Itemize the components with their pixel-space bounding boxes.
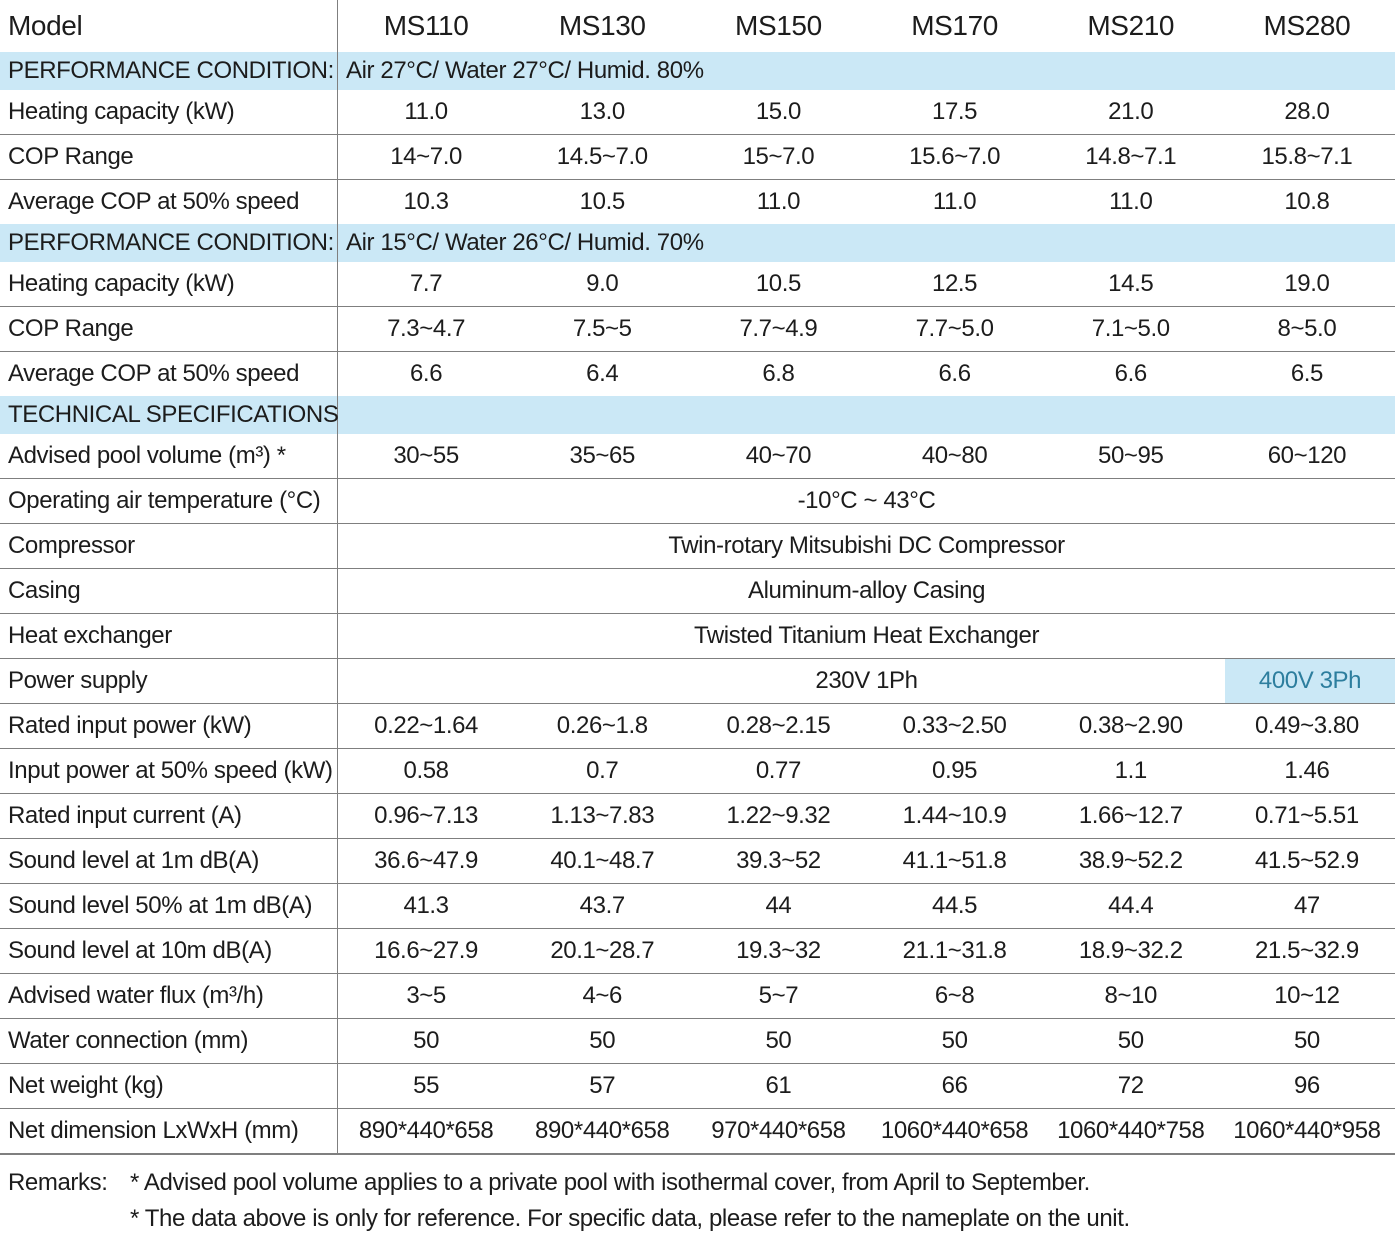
cell-value: 1.1 <box>1114 757 1147 784</box>
row-label: Heat exchanger <box>0 614 338 658</box>
cell-value: 47 <box>1293 892 1320 919</box>
cell-value: 14~7.0 <box>390 143 462 170</box>
cell-value: 40.1~48.7 <box>550 847 655 874</box>
power-supply-3ph-value: 400V 3Ph <box>1225 659 1395 703</box>
cell-value: 890*440*658 <box>535 1117 670 1144</box>
cell-value: 96 <box>1293 1072 1320 1099</box>
cell-value: 0.49~3.80 <box>1254 712 1359 739</box>
row-label: Sound level at 1m dB(A) <box>0 839 338 883</box>
cell-value: 11.0 <box>404 98 448 125</box>
row-label: Rated input current (A) <box>0 794 338 838</box>
table-row <box>0 973 1395 1018</box>
cell-value: 6~8 <box>934 982 975 1009</box>
model-column-header: MS130 <box>558 10 646 41</box>
cell-value: 0.71~5.51 <box>1254 802 1359 829</box>
power-supply-main-value: 230V 1Ph <box>815 667 918 694</box>
cell-value: 14.5~7.0 <box>556 143 648 170</box>
cell-value: 6.4 <box>586 360 619 387</box>
row-label: Advised pool volume (m³) * <box>0 434 338 478</box>
row-label: Operating air temperature (°C) <box>0 479 338 523</box>
cell-value: 10~12 <box>1274 982 1340 1009</box>
remarks-label: Remarks: <box>8 1169 108 1196</box>
table-row <box>0 262 1395 306</box>
cell-value: 1060*440*958 <box>1233 1117 1381 1144</box>
cell-value: 66 <box>941 1072 968 1099</box>
cell-value: 15~7.0 <box>742 143 815 170</box>
table-row <box>0 1063 1395 1108</box>
cell-value: 16.6~27.9 <box>374 937 478 964</box>
table-row <box>0 793 1395 838</box>
cell-value: 1060*440*658 <box>880 1117 1029 1144</box>
remarks <box>0 1155 1395 1233</box>
cell-value: 21.5~32.9 <box>1254 937 1359 964</box>
cell-value: 17.5 <box>932 98 978 125</box>
remarks-lines <box>130 1169 1130 1233</box>
power-supply-cells <box>338 659 1395 703</box>
cell-value: 890*440*658 <box>358 1117 494 1144</box>
row-label: Input power at 50% speed (kW) <box>0 749 338 793</box>
cell-value: 21.1~31.8 <box>902 937 1007 964</box>
cell-value: 6.6 <box>938 360 971 387</box>
table-row <box>0 351 1395 396</box>
cell-value: 50~95 <box>1098 442 1164 469</box>
cell-value: 1.46 <box>1284 757 1330 784</box>
table-row <box>0 434 1395 478</box>
row-label: COP Range <box>0 135 338 179</box>
cell-value: 12.5 <box>932 270 978 297</box>
cell-value: 0.96~7.13 <box>374 802 478 829</box>
cell-value: 0.22~1.64 <box>374 712 478 739</box>
cell-value: 0.95 <box>932 757 978 784</box>
row-label: PERFORMANCE CONDITION: <box>0 52 338 90</box>
model-column-header: MS110 <box>383 10 469 41</box>
cell-value: 30~55 <box>393 442 459 469</box>
row-label: Average COP at 50% speed <box>0 180 338 224</box>
cell-value: 40~70 <box>745 442 812 469</box>
table-row <box>0 478 1395 523</box>
table-row <box>0 0 1395 52</box>
cell-value: 6.8 <box>762 360 795 387</box>
row-label: Average COP at 50% speed <box>0 352 338 396</box>
table-row <box>0 928 1395 973</box>
cell-value: 0.38~2.90 <box>1078 712 1183 739</box>
cell-value: 0.77 <box>755 757 801 784</box>
table-row <box>0 90 1395 134</box>
row-label: Model <box>0 0 338 52</box>
section-band-row <box>0 396 1395 434</box>
cell-value: 36.6~47.9 <box>374 847 478 874</box>
row-label: Rated input power (kW) <box>0 704 338 748</box>
cell-value: 43.7 <box>579 892 625 919</box>
cell-value: 10.5 <box>755 270 801 297</box>
cell-value: 1.44~10.9 <box>902 802 1007 829</box>
model-column-header: MS280 <box>1263 10 1351 41</box>
cell-value: 0.33~2.50 <box>902 712 1007 739</box>
cell-value: 1.22~9.32 <box>726 802 831 829</box>
row-label: Heating capacity (kW) <box>0 90 338 134</box>
row-label: Net dimension LxWxH (mm) <box>0 1109 338 1153</box>
table-row <box>0 134 1395 179</box>
cell-value: 0.7 <box>586 757 619 784</box>
cell-value: 50 <box>1117 1027 1144 1054</box>
table-row <box>0 838 1395 883</box>
cell-value: 11.0 <box>756 188 801 215</box>
cell-value: 50 <box>1293 1027 1320 1054</box>
cell-value: 50 <box>413 1027 440 1054</box>
row-label: Sound level 50% at 1m dB(A) <box>0 884 338 928</box>
cell-value: 11.0 <box>932 188 977 215</box>
cell-value: 15.8~7.1 <box>1261 143 1353 170</box>
remark-line: * Advised pool volume applies to a private pool with isothermal cover, from April to September. <box>130 1169 1090 1196</box>
cell-value: 14.5 <box>1108 270 1154 297</box>
spanned-cell-value: Twisted Titanium Heat Exchanger <box>693 622 1040 649</box>
cell-value: 44 <box>765 892 792 919</box>
cell-value: 0.58 <box>403 757 449 784</box>
table-row <box>0 179 1395 224</box>
cell-value: 44.5 <box>932 892 978 919</box>
cell-value: 9.0 <box>586 270 619 297</box>
row-label: Net weight (kg) <box>0 1064 338 1108</box>
remark-line: * The data above is only for reference. For specific data, please refer to the nameplate on the unit. <box>130 1205 1130 1232</box>
row-label: Compressor <box>0 524 338 568</box>
cell-value: 10.8 <box>1284 188 1330 215</box>
table-row <box>0 703 1395 748</box>
cell-value: 15.0 <box>755 98 801 125</box>
table-row <box>0 613 1395 658</box>
section-band-row <box>0 52 1395 90</box>
cell-value: 60~120 <box>1267 442 1347 469</box>
table-row <box>0 658 1395 703</box>
table-row <box>0 1108 1395 1153</box>
cell-value: 19.3~32 <box>736 937 821 964</box>
cell-value: 19.0 <box>1284 270 1330 297</box>
row-label: TECHNICAL SPECIFICATIONS <box>0 396 338 434</box>
cell-value: 1.13~7.83 <box>550 802 655 829</box>
cell-value: 28.0 <box>1284 98 1330 125</box>
section-band-row <box>0 224 1395 262</box>
cell-value: 50 <box>589 1027 616 1054</box>
table-row <box>0 568 1395 613</box>
cell-value: 4~6 <box>582 982 622 1009</box>
model-column-header: MS170 <box>911 10 998 41</box>
row-label: PERFORMANCE CONDITION: <box>0 224 338 262</box>
cell-value: 41.1~51.8 <box>902 847 1007 874</box>
cell-value: 57 <box>589 1072 616 1099</box>
cell-value: 50 <box>765 1027 792 1054</box>
cell-value: 41.3 <box>403 892 449 919</box>
model-column-header: MS210 <box>1087 10 1175 41</box>
cell-value: 7.1~5.0 <box>1091 315 1170 342</box>
cell-value: 970*440*658 <box>711 1117 846 1144</box>
band-condition-value: Air 27°C/ Water 27°C/ Humid. 80% <box>346 57 704 84</box>
spanned-cell-value: -10°C ~ 43°C <box>797 487 936 514</box>
row-label: Sound level at 10m dB(A) <box>0 929 338 973</box>
table-row <box>0 1018 1395 1063</box>
band-condition-value <box>338 396 1395 434</box>
cell-value: 13.0 <box>579 98 625 125</box>
row-label: Advised water flux (m³/h) <box>0 974 338 1018</box>
row-label: Heating capacity (kW) <box>0 262 338 306</box>
cell-value: 72 <box>1117 1072 1144 1099</box>
table-row <box>0 523 1395 568</box>
cell-value: 7.7~5.0 <box>915 315 994 342</box>
cell-value: 6.5 <box>1290 360 1323 387</box>
cell-value: 10.3 <box>403 188 449 215</box>
cell-value: 0.28~2.15 <box>726 712 831 739</box>
cell-value: 10.5 <box>579 188 625 215</box>
cell-value: 50 <box>941 1027 968 1054</box>
spanned-cell-value: Twin-rotary Mitsubishi DC Compressor <box>668 532 1065 559</box>
table-row <box>0 883 1395 928</box>
cell-value: 20.1~28.7 <box>550 937 655 964</box>
band-condition-value: Air 15°C/ Water 26°C/ Humid. 70% <box>346 229 704 256</box>
row-label: Power supply <box>0 659 338 703</box>
cell-value: 1.66~12.7 <box>1078 802 1183 829</box>
cell-value: 6.6 <box>409 360 443 387</box>
cell-value: 8~10 <box>1104 982 1157 1009</box>
cell-value: 1060*440*758 <box>1057 1117 1205 1144</box>
cell-value: 7.7 <box>409 270 443 297</box>
cell-value: 35~65 <box>569 442 635 469</box>
spanned-cell-value: Aluminum-alloy Casing <box>747 577 986 604</box>
cell-value: 11.0 <box>1109 188 1153 215</box>
cell-value: 41.5~52.9 <box>1254 847 1359 874</box>
cell-value: 21.0 <box>1108 98 1154 125</box>
table-row <box>0 748 1395 793</box>
cell-value: 14.8~7.1 <box>1085 143 1177 170</box>
cell-value: 3~5 <box>406 982 446 1009</box>
row-label: COP Range <box>0 307 338 351</box>
row-label: Casing <box>0 569 338 613</box>
cell-value: 40~80 <box>921 442 988 469</box>
cell-value: 5~7 <box>758 982 799 1009</box>
cell-value: 44.4 <box>1108 892 1154 919</box>
cell-value: 0.26~1.8 <box>556 712 648 739</box>
row-label: Water connection (mm) <box>0 1019 338 1063</box>
cell-value: 8~5.0 <box>1277 315 1337 342</box>
table-row <box>0 306 1395 351</box>
cell-value: 7.7~4.9 <box>739 315 818 342</box>
cell-value: 15.6~7.0 <box>909 143 1001 170</box>
cell-value: 6.6 <box>1114 360 1147 387</box>
cell-value: 55 <box>413 1072 440 1099</box>
cell-value: 61 <box>765 1072 792 1099</box>
cell-value: 7.5~5 <box>572 315 632 342</box>
cell-value: 39.3~52 <box>736 847 821 874</box>
cell-value: 7.3~4.7 <box>387 315 466 342</box>
model-column-header: MS150 <box>735 10 822 41</box>
cell-value: 38.9~52.2 <box>1078 847 1183 874</box>
cell-value: 18.9~32.2 <box>1078 937 1183 964</box>
